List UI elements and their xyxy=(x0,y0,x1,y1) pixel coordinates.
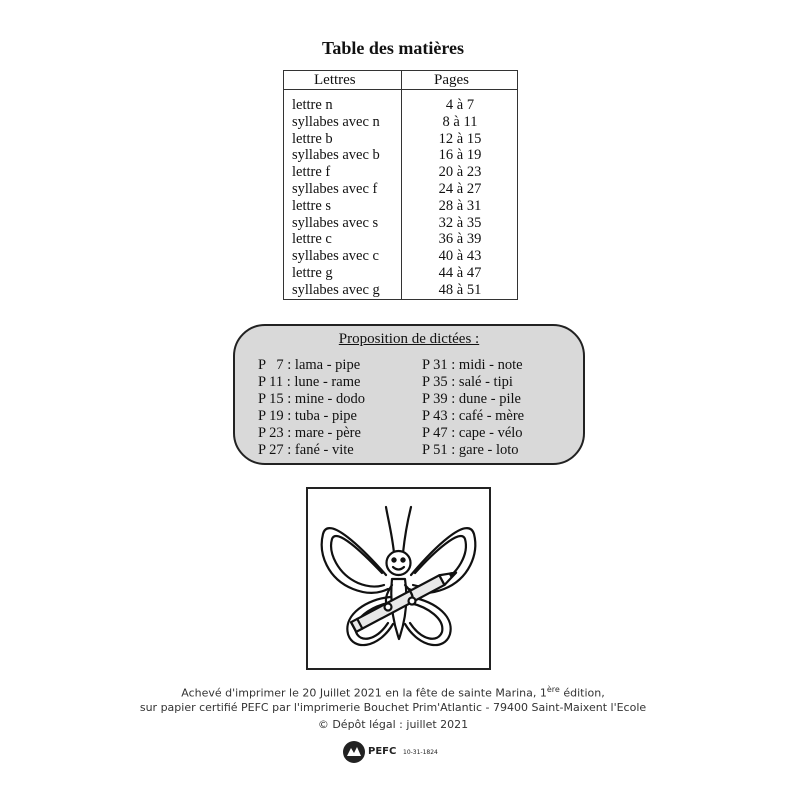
table-row xyxy=(284,231,517,248)
page-range: 24 à 27 xyxy=(438,180,482,197)
page-range: 20 à 23 xyxy=(438,164,482,181)
page-title: Table des matières xyxy=(322,38,464,58)
dictation-list-right xyxy=(422,357,524,459)
chapter-label: lettre c xyxy=(292,231,332,248)
page-range: 48 à 51 xyxy=(438,281,482,298)
dictation-box xyxy=(233,324,585,465)
dictation-item: P 11 : lune - rame xyxy=(258,374,361,390)
table-row xyxy=(284,147,517,164)
page-range: 4 à 7 xyxy=(445,97,475,113)
pefc-code: 10-31-1824 xyxy=(403,749,438,756)
table-of-contents xyxy=(283,70,518,300)
table-row xyxy=(284,248,517,265)
chapter-label: syllabes avec g xyxy=(292,281,380,298)
table-row xyxy=(284,164,517,181)
printer-info-line: sur papier certifié PEFC par l'imprimerie Bouchet Prim'Atlantic - 79400 Saint-Maixent l'Ecole xyxy=(139,701,647,714)
chapter-label: lettre n xyxy=(292,97,333,113)
chapter-label: lettre s xyxy=(292,197,332,214)
chapter-label: lettre g xyxy=(292,264,333,281)
dictation-list-left xyxy=(258,357,365,459)
chapter-label: lettre f xyxy=(292,164,331,181)
chapter-label: syllabes avec n xyxy=(292,113,380,130)
dictation-item: P 51 : gare - loto xyxy=(422,442,519,458)
page-range: 32 à 35 xyxy=(438,214,482,231)
table-row xyxy=(284,282,517,299)
dictation-item: P 35 : salé - tipi xyxy=(422,374,513,390)
column-header-pages: Pages xyxy=(434,72,469,88)
page-range: 12 à 15 xyxy=(438,130,482,147)
legal-deposit-line: © Dépôt légal : juillet 2021 xyxy=(317,718,469,731)
print-info-line: Achevé d'imprimer le 20 Juillet 2021 en la fête de sainte Marina, 1ère édition, xyxy=(181,685,605,700)
dictation-item: P 31 : midi - note xyxy=(422,357,523,373)
dictation-item: P 47 : cape - vélo xyxy=(422,425,523,441)
dictation-item: P 27 : fané - vite xyxy=(258,442,354,458)
chapter-label: syllabes avec s xyxy=(292,214,379,231)
table-row xyxy=(284,265,517,282)
column-header-letters: Lettres xyxy=(314,72,356,88)
butterfly-illustration xyxy=(306,487,491,670)
page-range: 40 à 43 xyxy=(438,248,482,265)
dictation-item: P 19 : tuba - pipe xyxy=(258,408,357,424)
chapter-label: syllabes avec f xyxy=(292,180,378,197)
chapter-label: syllabes avec c xyxy=(292,248,379,265)
table-row xyxy=(284,114,517,131)
table-row xyxy=(284,97,517,114)
page-range: 28 à 31 xyxy=(438,197,482,214)
butterfly-icon xyxy=(308,489,489,668)
table-row xyxy=(284,181,517,198)
dictation-item: P 23 : mare - père xyxy=(258,425,361,441)
dictation-item: P 15 : mine - dodo xyxy=(258,391,366,407)
dictation-item: P 39 : dune - pile xyxy=(422,391,521,407)
dictation-item: P 43 : café - mère xyxy=(422,408,525,424)
table-row xyxy=(284,131,517,148)
page-range: 36 à 39 xyxy=(438,231,482,248)
chapter-label: syllabes avec b xyxy=(292,147,380,164)
table-body xyxy=(284,97,517,299)
page-range: 44 à 47 xyxy=(438,264,482,281)
dictation-title: Proposition de dictées : xyxy=(338,331,480,347)
dictation-item: P 7 : lama - pipe xyxy=(258,357,361,373)
pefc-certification xyxy=(343,741,463,763)
table-row xyxy=(284,215,517,232)
page-range: 8 à 11 xyxy=(442,113,478,130)
page-range: 16 à 19 xyxy=(438,147,482,164)
chapter-label: lettre b xyxy=(292,130,333,147)
pefc-logo-icon xyxy=(343,741,365,763)
pefc-label: PEFC xyxy=(368,746,397,757)
table-row xyxy=(284,198,517,215)
